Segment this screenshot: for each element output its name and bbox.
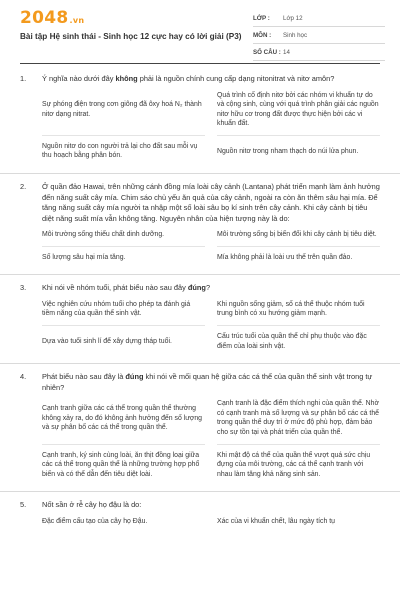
question-number: 5. xyxy=(20,500,27,510)
answer-options xyxy=(42,393,380,491)
answer-option[interactable]: Cạnh tranh là đặc điểm thích nghi của quần thể. Nhờ có cạnh tranh mà số lượng và sự phân bố các cá thể trong quần thể duy trì ở mức độ phù hợp, đảm bảo cho sự tồn tại và phát triển của quần thể. xyxy=(217,393,380,444)
meta-value: Lớp 12 xyxy=(283,14,303,22)
meta-value: Sinh học xyxy=(283,31,308,39)
meta-value: 14 xyxy=(283,48,290,56)
quiz-meta xyxy=(253,10,385,61)
document-header xyxy=(0,0,400,66)
answer-option[interactable]: Đặc điểm cấu tạo của cây họ Đậu. xyxy=(42,517,148,525)
meta-label: MÔN : xyxy=(253,31,272,39)
meta-label: SỐ CÂU : xyxy=(253,48,281,56)
question-text: Phát biểu nào sau đây là đúng khi nói về mối quan hệ giữa các cá thể của quần thể sinh vật trong tự nhiên? xyxy=(42,372,373,392)
answer-option[interactable]: Mía không phải là loài ưu thế trên quần đảo. xyxy=(217,253,353,261)
answer-option[interactable]: Cạnh tranh, ký sinh cùng loài, ăn thịt đồng loại giữa các cá thể trong quần thể là những trường hợp phổ biến và có thể dẫn đến tiêu diệt loài. xyxy=(42,451,200,478)
site-logo[interactable]: 2048.vn xyxy=(20,8,85,28)
answer-option[interactable]: Số lượng sâu hại mía tăng. xyxy=(42,253,126,261)
answer-option[interactable]: Cấu trúc tuổi của quần thể chỉ phụ thuộc vào đặc điểm của loài sinh vật. xyxy=(217,332,367,350)
question-number: 2. xyxy=(20,182,27,192)
meta-row-class xyxy=(253,10,385,27)
question-number: 3. xyxy=(20,283,27,293)
question-3 xyxy=(0,274,400,363)
question-list xyxy=(0,66,400,538)
answer-options xyxy=(42,511,380,539)
answer-option[interactable]: Cạnh tranh giữa các cá thể trong quần thể thường không xảy ra, do đó không ảnh hưởng đến số lượng và sự phân bố các cá thể trong quần thể. xyxy=(42,393,205,444)
question-1 xyxy=(0,66,400,173)
question-text: Khi nói về nhóm tuổi, phát biểu nào sau đây đúng? xyxy=(42,283,211,293)
answer-option[interactable]: Nguồn nitơ do con người trả lại cho đất sau mỗi vụ thu hoạch bằng phân bón. xyxy=(42,142,198,160)
question-number: 1. xyxy=(20,74,27,83)
header-divider xyxy=(20,63,380,64)
question-text: Ý nghĩa nào dưới đây không phải là nguồn chính cung cấp dạng nitonitrat và nitơ amôn? xyxy=(42,74,335,83)
meta-row-subject xyxy=(253,27,385,44)
question-text: Nốt sần ở rễ cây họ đậu là do: xyxy=(42,500,142,510)
answer-options xyxy=(42,294,380,363)
question-4 xyxy=(0,363,400,491)
answer-option[interactable]: Môi trường sống bị biến đổi khi cây cảnh bị tiêu diệt. xyxy=(217,224,380,247)
question-5 xyxy=(0,491,400,538)
answer-option[interactable]: Khi mật độ cá thể của quần thể vượt quá sức chịu đựng của môi trường, các cá thể cạnh tranh với nhau làm tăng khả năng sinh sản. xyxy=(217,451,371,478)
answer-option[interactable]: Khi nguồn sống giảm, số cá thể thuộc nhóm tuổi trung bình có xu hướng giảm mạnh. xyxy=(217,294,380,326)
answer-options xyxy=(42,224,380,274)
meta-label: LỚP : xyxy=(253,14,270,22)
question-2 xyxy=(0,173,400,274)
question-text: Ở quần đảo Hawai, trên những cánh đồng mía loài cây cảnh (Lantana) phát triển mạnh làm ảnh hưởng đến năng suất cây mía. Chim sáo chủ yếu ăn quả của cây cảnh, ngoài ra còn ăn thêm sâu hại mía. Để tăng năng suất cây mía người ta nhập một số loài sâu bọ kí sinh trên cây cảnh. Khi cây cảnh bị tiêu diệt năng suất mía vẫn không tăng. Nguyên nhân của hiện tượng này là do: xyxy=(42,182,380,223)
question-number: 4. xyxy=(20,372,27,382)
answer-option[interactable]: Xác của vi khuẩn chết, lâu ngày tích tụ xyxy=(217,517,335,525)
answer-option[interactable]: Việc nghiên cứu nhóm tuổi cho phép ta đánh giá tiềm năng của quần thể sinh vật. xyxy=(42,294,205,326)
page-title: Bài tập Hệ sinh thái - Sinh học 12 cực hay có lời giải (P3) xyxy=(20,32,242,41)
answer-option[interactable]: Sự phóng điện trong cơn giông đã ôxy hoá N₂ thành nitơ dạng nitrat. xyxy=(42,85,205,136)
answer-option[interactable]: Nguồn nitơ trong nham thạch do núi lửa phun. xyxy=(217,147,359,155)
answer-option[interactable]: Dựa vào tuổi sinh lí để xây dựng tháp tuổi. xyxy=(42,337,172,345)
meta-row-count xyxy=(253,44,385,61)
answer-option[interactable]: Môi trường sống thiếu chất dinh dưỡng. xyxy=(42,224,205,247)
answer-options xyxy=(42,85,380,174)
answer-option[interactable]: Quá trình cố định nitơ bởi các nhóm vi khuẩn tự do và cộng sinh, cùng với quá trình phân giải các nguồn nitơ hữu cơ trong đất được thực hiện bởi các vi khuẩn đất. xyxy=(217,85,380,136)
